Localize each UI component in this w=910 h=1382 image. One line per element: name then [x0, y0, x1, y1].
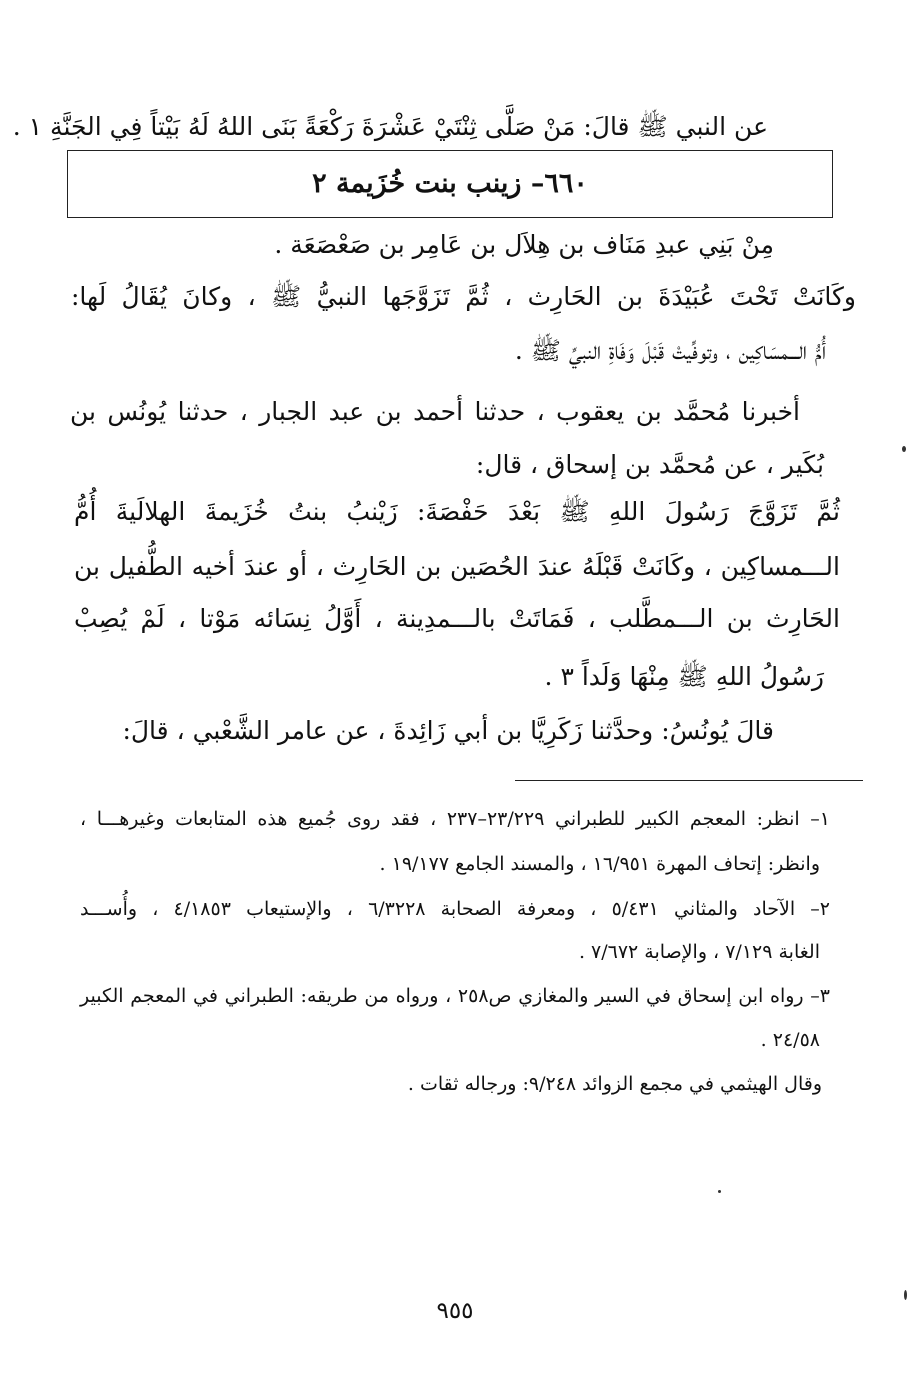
body-line-1: مِنْ بَنِي عبدِ مَنَاف بن هِلاَل بن عَامِر بن صَعْصَعَة . [274, 230, 774, 259]
chapter-heading: ٦٦٠– زينب بنت خُزَيمة ٢ [312, 168, 588, 199]
page-number: ٩٥٥ [436, 1298, 474, 1324]
footnote-divider [515, 780, 863, 781]
body-line-4: أخبرنا مُحمَّد بن يعقوب ، حدثنا أحمد بن عبد الجبار ، حدثنا يُونُس بن [70, 397, 800, 426]
body-line-2: وكَانَتْ تَحْتَ عُبَيْدَةَ بن الحَارِث ، ثُمَّ تَزَوَّجَها النبيُّ ﷺ ، وكانَ يُقَالُ لَها: [71, 282, 856, 311]
footnote-2-line-1: ٢– الآحاد والمثاني ٥/٤٣١ ، ومعرفة الصحابة ٦/٣٢٢٨ ، والإستيعاب ٤/١٨٥٣ ، وأُســـد [80, 898, 830, 920]
footnote-1-line-2: وانظر: إتحاف المهرة ١٦/٩٥١ ، والمسند الجامع ١٩/١٧٧ . [379, 853, 820, 875]
footnote-3-line-2: ٢٤/٥٨ . [760, 1029, 820, 1051]
scan-speck [904, 1290, 907, 1300]
body-line-6: ثُمَّ تَزَوَّجَ رَسُولَ اللهِ ﷺ بَعْدَ حَفْصَةَ: زَيْنبُ بنتُ خُزَيمةَ الهلالَيةَ أُمُّ [74, 497, 840, 526]
body-line-10: قالَ يُونُسُ: وحدَّثنا زَكَرِيَّا بن أبي زَائِدةَ ، عن عامر الشَّعْبي ، قالَ: [122, 716, 774, 745]
footnote-3-line-1: ٣– رواه ابن إسحاق في السير والمغازي ص٢٥٨ ، ورواه من طريقه: الطبراني في المعجم الكبير [80, 985, 830, 1007]
top-hadith-line: عن النبي ﷺ قالَ: مَنْ صَلَّى ثِنْتَيْ عَشْرَةَ رَكْعَةً بَنَى اللهُ لَهُ بَيْتاً فِي الجَنَّةِ ١ . [12, 112, 768, 141]
body-line-5: بُكَير ، عن مُحمَّد بن إسحاق ، قال: [475, 450, 824, 479]
scan-speck [718, 1190, 721, 1193]
footnote-1-line-1: ١– انظر: المعجم الكبير للطبراني ٢٣/٢٢٩–٢٣٧ ، فقد روى جُميع هذه المتابعات وغيرهـــا ، [80, 808, 830, 830]
body-line-8: الحَارِث بن الـــمطَّلب ، فَمَاتَتْ بالـــمدِينة ، أَوَّلُ نِسَائه مَوْتا ، لَمْ يُصِبْ [74, 604, 840, 633]
body-line-3: أُمُّ الـــمسَاكِين ، وتوفِّيتْ قَبْلَ وَفَاةِ النبيِّ ﷺ . [514, 336, 826, 365]
body-line-7: الـــمساكِين ، وكَانَتْ قَبْلَهُ عندَ الحُصَين بن الحَارِث ، أو عندَ أخيه الطُّفيل بن [74, 552, 840, 581]
chapter-heading-box [67, 150, 833, 218]
body-line-9: رَسُولُ اللهِ ﷺ مِنْهَا وَلَداً ٣ . [544, 662, 824, 691]
footnote-3-line-3: وقال الهيثمي في مجمع الزوائد ٩/٢٤٨: ورجاله ثقات . [407, 1073, 822, 1095]
footnote-2-line-2: الغابة ٧/١٢٩ ، والإصابة ٧/٦٧٢ . [578, 941, 820, 963]
scan-speck [902, 446, 906, 452]
